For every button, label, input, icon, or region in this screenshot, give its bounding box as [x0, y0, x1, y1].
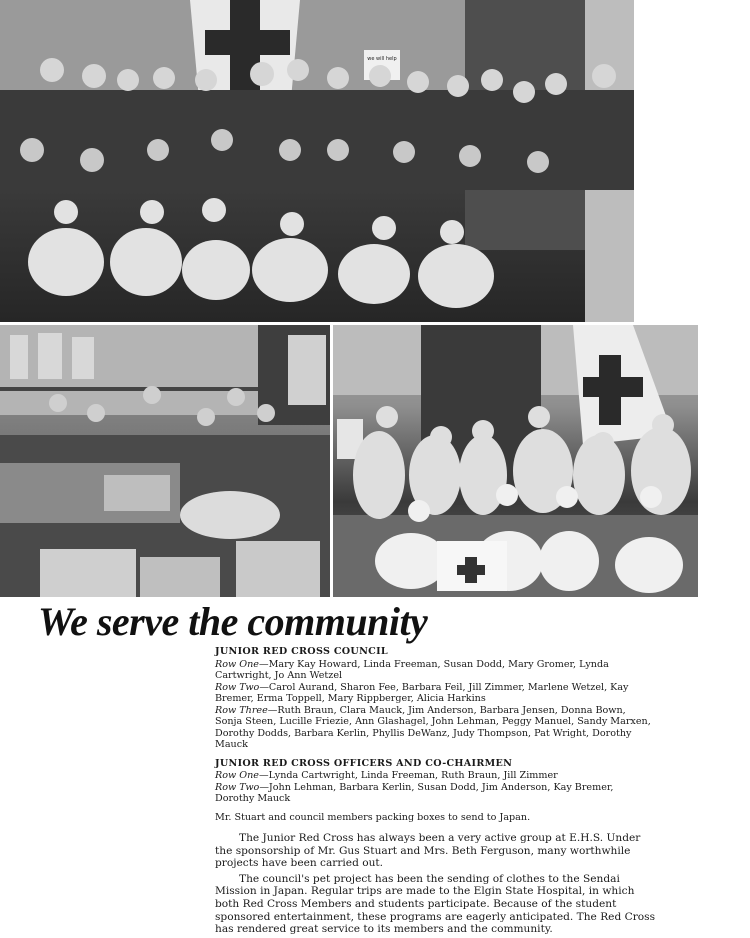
body-paragraph: The Junior Red Cross has always been a very active group at E.H.S. Under the sponsorship of Mr. Gus Stuart and Mrs. Beth Ferguson, many worthwhile projects have been carried out. — [215, 832, 641, 870]
row-label: Row One — [215, 770, 259, 781]
caption-block — [215, 646, 655, 936]
row-names: John Lehman, Barbara Kerlin, Susan Dodd, Jim Anderson, Kay Bremer, Dorothy Mauck — [215, 781, 614, 804]
row-names: Mary Kay Howard, Linda Freeman, Susan Dodd, Mary Gromer, Lynda Cartwright, Jo Ann Wetzel — [215, 658, 609, 681]
officers-caption — [215, 758, 655, 805]
council-group-photo — [0, 0, 634, 322]
officers-heading: JUNIOR RED CROSS OFFICERS AND CO-CHAIRMEN — [215, 757, 513, 769]
row-label: Row One — [215, 658, 259, 670]
officers-row-one: Row One—Lynda Cartwright, Linda Freeman, Ruth Braun, Jill Zimmer — [215, 770, 558, 781]
council-photo-illustration — [0, 0, 634, 322]
packing-caption: Mr. Stuart and council members packing boxes to send to Japan. — [215, 811, 531, 823]
council-caption — [215, 646, 655, 751]
council-row-two: Row Two—Carol Aurand, Sharon Fee, Barbara Feil, Jill Zimmer, Marlene Wetzel, Kay Bremer, Erma Toppell, Mary Rippberger, Alicia Harkins — [215, 681, 629, 704]
body-paragraph: The council's pet project has been the sending of clothes to the Sendai Mission in Japan. Regular trips are made to the Elgin State Hospital, in which both Red Cross Members and students participate. Because of the student sponsored entertainment, these programs are eagerly anticipated. The Red Cross has rendered great service to its members and the community. — [215, 872, 656, 936]
page-headline: We serve the community — [38, 599, 428, 644]
row-names: Lynda Cartwright, Linda Freeman, Ruth Braun, Jill Zimmer — [268, 770, 558, 781]
officers-photo-illustration — [333, 325, 698, 597]
council-heading: JUNIOR RED CROSS COUNCIL — [215, 646, 388, 657]
packing-boxes-photo — [0, 325, 330, 597]
council-row-one: Row One—Mary Kay Howard, Linda Freeman, Susan Dodd, Mary Gromer, Lynda Cartwright, Jo Ann Wetzel — [215, 658, 609, 681]
front-row-people — [28, 198, 494, 308]
officers-group-photo — [333, 325, 698, 597]
packing-photo-illustration — [0, 325, 330, 597]
council-row-three: Row Three—Ruth Braun, Clara Mauck, Jim Anderson, Barbara Jensen, Donna Bown, Sonja Steen, Lucille Friezie, Ann Glashagel, John Lehman, Peggy Manuel, Sandy Marxen, Dorothy Dodds, Barbara Kerlin, Phyllis DeWanz, Judy Thompson, Pat Wright, Dorothy Mauck — [215, 704, 651, 750]
row-label: Row Two — [215, 781, 260, 793]
row-names: Ruth Braun, Clara Mauck, Jim Anderson, Barbara Jensen, Donna Bown, Sonja Steen, Lucille Friezie, Ann Glashagel, John Lehman, Peggy Manuel, Sandy Marxen, Dorothy Dodds, Barbara Kerlin, Phyllis DeWanz, Judy Thompson, Pat Wright, Dorothy Mauck — [215, 704, 651, 750]
row-names: Carol Aurand, Sharon Fee, Barbara Feil, Jill Zimmer, Marlene Wetzel, Kay Bremer, Erma Toppell, Mary Rippberger, Alicia Harkins — [215, 681, 629, 704]
row-label: Row Three — [215, 704, 268, 716]
row-label: Row Two — [215, 681, 260, 693]
poster-text: we will help — [367, 56, 397, 62]
officers-row-two: Row Two—John Lehman, Barbara Kerlin, Susan Dodd, Jim Anderson, Kay Bremer, Dorothy Mauck — [215, 781, 614, 804]
